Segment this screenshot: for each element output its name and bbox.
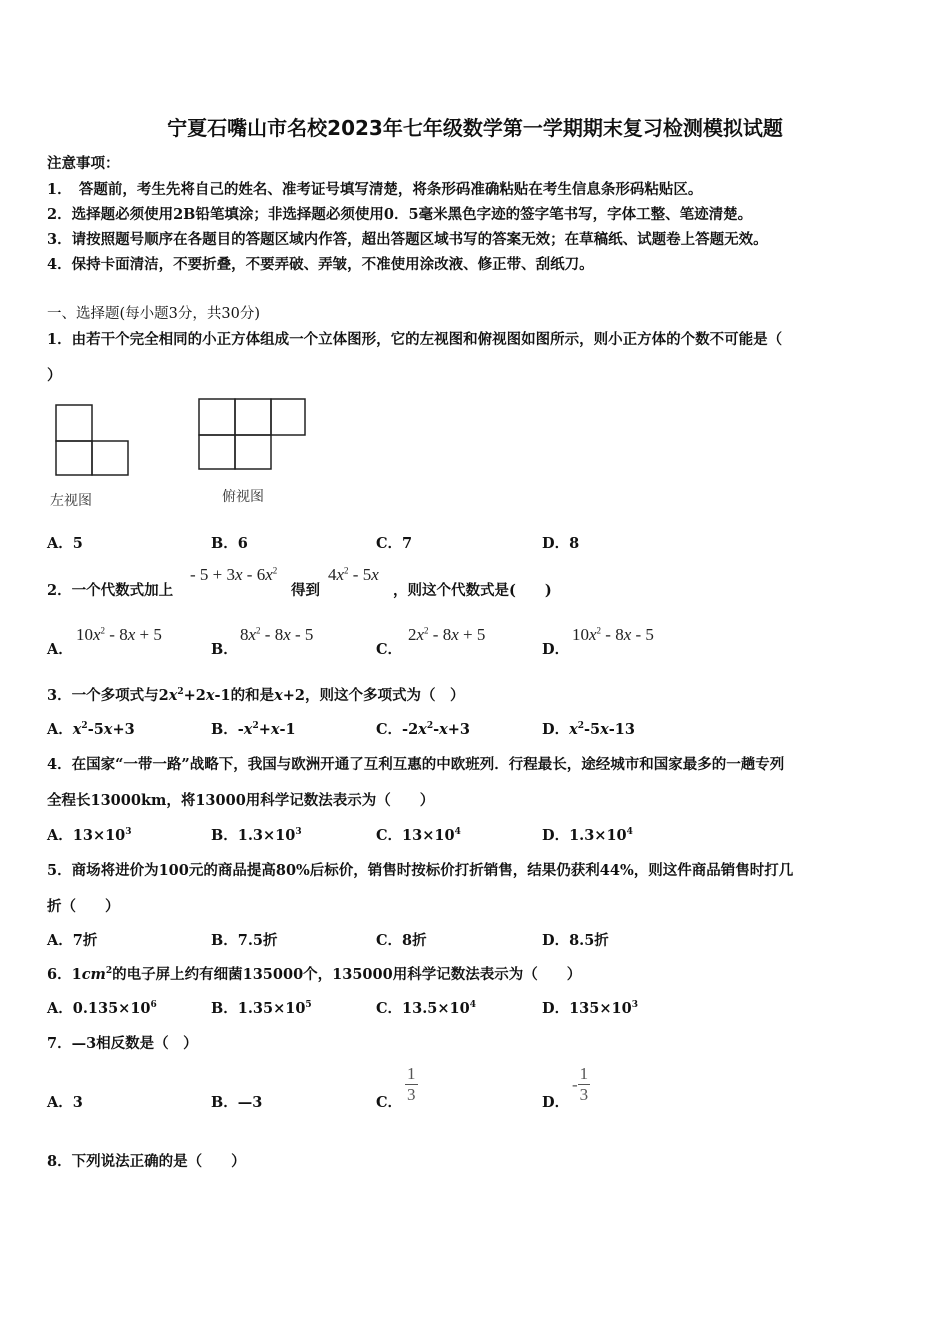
q1-option-a: A．5 xyxy=(47,535,83,552)
top-view-label: 俯视图 xyxy=(222,489,264,505)
notice-item-2: 2．选择题必须使用2B铅笔填涂；非选择题必须使用0．5毫米黑色字迹的签字笔书写，字体工整、笔迹清楚。 xyxy=(47,206,753,223)
q5-option-c: C．8折 xyxy=(376,932,427,949)
q4-option-d: D．$1.3\times 10^4$ xyxy=(542,827,633,844)
q2-middle: 得到 xyxy=(291,582,320,599)
q4-text-cont: 全程长13000km，将13000用科学记数法表示为（ ） xyxy=(47,792,435,809)
notice-item-1: 1． 答题前，考生先将自己的姓名、准考证号填写清楚，将条形码准确粘贴在考生信息条形码粘贴区。 xyxy=(47,181,703,198)
q6-option-d: D．$135\times 10^3$ xyxy=(542,1000,638,1017)
q5-option-a: A．7折 xyxy=(47,932,98,949)
q2-expression-2: $4x^2 - 5x$ xyxy=(328,565,379,584)
q2-prefix: 2．一个代数式加上 xyxy=(47,582,174,599)
q2-expression-1: - $5 + 3x - 6x^2$ xyxy=(190,565,278,584)
q7-option-b: B．—3 xyxy=(211,1094,263,1111)
q2-option-c: $2x^2 - 8x + 5$ xyxy=(408,625,486,644)
q3-option-c: C．$-2x^2-x+3$ xyxy=(376,721,471,738)
left-view-label: 左视图 xyxy=(50,493,92,509)
q6-option-c: C．$13.5\times 10^4$ xyxy=(376,1000,476,1017)
q3-option-a: A．$x^2-5x+3$ xyxy=(47,721,135,738)
q6-text: 6．$1cm^2$的电子屏上约有细菌135000个，135000用科学记数法表示为（ ） xyxy=(47,966,582,983)
q5-text: 5．商场将进价为100元的商品提高80%后标价，销售时按标价打折销售，结果仍获利44%，则这件商品销售时打几 xyxy=(47,862,794,879)
top-view-figure xyxy=(195,395,310,475)
q5-option-b: B．7.5折 xyxy=(211,932,278,949)
q8-text: 8．下列说法正确的是（ ） xyxy=(47,1153,246,1170)
q2-option-c-letter: C． xyxy=(376,641,403,658)
q2-option-a-letter: A． xyxy=(47,641,73,658)
q3-text: 3．一个多项式与$2x^2+2x-1$的和是x+2，则这个多项式为（ ） xyxy=(47,687,465,704)
q3-option-d: D．$x^2-5x-13$ xyxy=(542,721,635,738)
q7-text: 7．—3相反数是（ ） xyxy=(47,1035,198,1052)
q7-option-d-letter: D． xyxy=(542,1094,570,1111)
notice-item-4: 4．保持卡面清洁，不要折叠，不要弄破、弄皱，不准使用涂改液、修正带、刮纸刀。 xyxy=(47,256,594,273)
q1-text-cont: ） xyxy=(47,367,62,384)
q6-option-b: B．$1.35\times 10^5$ xyxy=(211,1000,312,1017)
q2-option-b: $8x^2 - 8x - 5$ xyxy=(240,625,314,644)
q2-suffix: ，则这个代数式是( ) xyxy=(393,582,552,599)
q7-option-a: A．3 xyxy=(47,1094,83,1111)
q7-option-c-letter: C． xyxy=(376,1094,403,1111)
q1-option-c: C．7 xyxy=(376,535,413,552)
q7-option-d-fraction: - $\frac{1}{3}$ xyxy=(572,1064,589,1104)
q2-option-d: $10x^2 - 8x - 5$ xyxy=(572,625,654,644)
section-heading: 一、选择题(每小题3分，共30分) xyxy=(47,306,260,322)
q1-option-b: B．6 xyxy=(211,535,248,552)
q1-text: 1．由若干个完全相同的小正方体组成一个立体图形，它的左视图和俯视图如图所示，则小正方体的个数不可能是（ xyxy=(47,331,783,348)
q2-option-b-letter: B． xyxy=(211,641,238,658)
q7-option-c-fraction: $\frac{1}{3}$ xyxy=(407,1064,416,1104)
q5-text-cont: 折（ ） xyxy=(47,898,120,915)
q3-option-b: B．$-x^2+x-1$ xyxy=(211,721,296,738)
q4-option-c: C．$13\times 10^4$ xyxy=(376,827,461,844)
q4-text: 4．在国家“一带一路”战略下，我国与欧洲开通了互利互惠的中欧班列．行程最长，途经城市和国家最多的一趟专列 xyxy=(47,756,785,773)
q2-option-a: $10x^2 - 8x + 5$ xyxy=(76,625,162,644)
q4-option-b: B．$1.3\times 10^3$ xyxy=(211,827,302,844)
q4-option-a: A．$13\times 10^3$ xyxy=(47,827,132,844)
notice-item-3: 3．请按照题号顺序在各题目的答题区域内作答，超出答题区域书写的答案无效；在草稿纸、试题卷上答题无效。 xyxy=(47,231,768,248)
page-title: 宁夏石嘴山市名校2023年七年级数学第一学期期末复习检测模拟试题 xyxy=(167,116,783,140)
q5-option-d: D．8.5折 xyxy=(542,932,609,949)
left-view-figure xyxy=(50,400,140,480)
q1-option-d: D．8 xyxy=(542,535,580,552)
notice-heading: 注意事项： xyxy=(47,155,120,172)
q2-option-d-letter: D． xyxy=(542,641,570,658)
q6-option-a: A．$0.135\times 10^6$ xyxy=(47,1000,157,1017)
